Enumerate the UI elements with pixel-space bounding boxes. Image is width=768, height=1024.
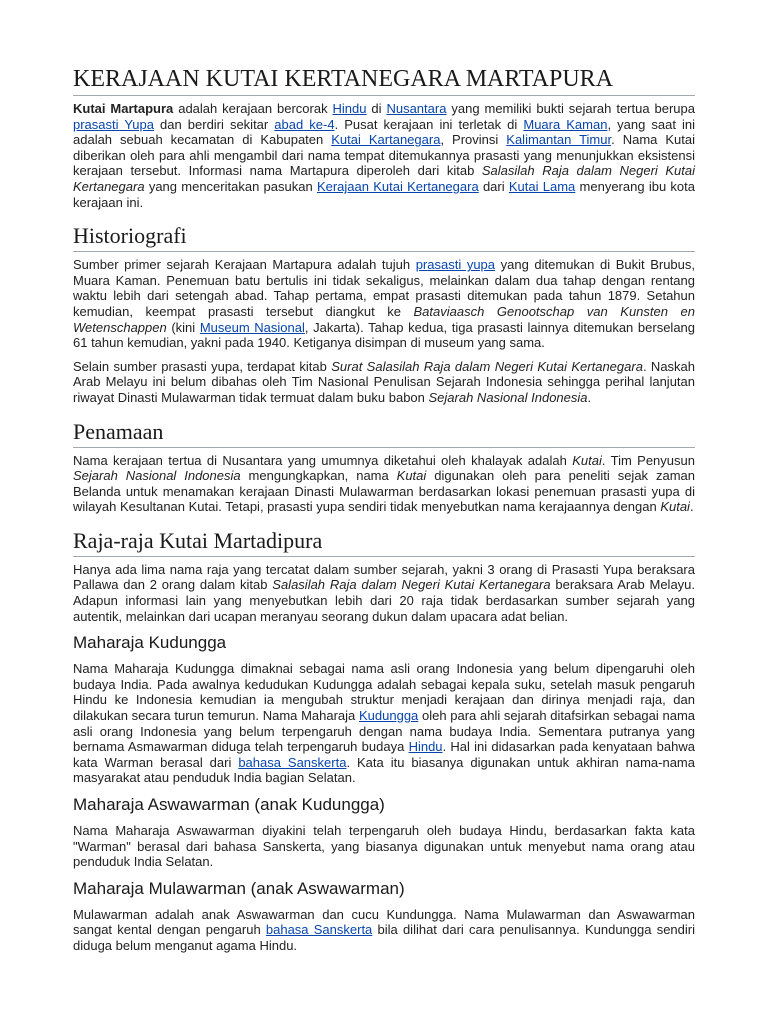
link-nusantara[interactable]: Nusantara <box>386 101 447 116</box>
link-museum-nasional[interactable]: Museum Nasional <box>199 319 305 335</box>
link-hindu-2[interactable]: Hindu <box>408 739 443 755</box>
raja-paragraph: Hanya ada lima nama raja yang tercatat dalam sumber sejarah, yakni 3 orang di Prasasti Yupa beraksara Pallawa dan 2 orang dalam kitab Salasilah Raja dalam Negeri Kutai Kertanegara beraksara Arab Melayu. Adapun informasi lain yang menyebutkan lebih dari 20 raja tidak berdasarkan sumber sejarah yang autentik, melainkan dari ucapan meranyau seorang dukun dalam upacara adat belian. <box>73 561 696 624</box>
subsection-heading-mulawarman: Maharaja Mulawarman (anak Aswawarman) <box>73 878 405 898</box>
link-kalimantan-timur[interactable]: Kalimantan Timur <box>506 132 612 148</box>
section-heading-historiografi: Historiografi <box>73 222 695 252</box>
penamaan-paragraph: Nama kerajaan tertua di Nusantara yang umumnya diketahui oleh khalayak adalah Kutai. Tim Penyusun Sejarah Nasional Indonesia mengungkapkan, nama Kutai digunakan oleh para peneliti sejak zaman Belanda untuk menamakan kerajaan Dinasti Mulawarman berdasarkan lokasi penemuan prasasti yupa di wilayah Kesultanan Kutai. Tetapi, prasasti yupa sendiri tidak menyebutkan nama kerajaannya dengan Kutai. <box>73 452 695 515</box>
section-heading-penamaan: Penamaan <box>73 418 695 448</box>
article-subject: Kutai Martapura <box>73 101 174 116</box>
link-kutai-lama[interactable]: Kutai Lama <box>508 178 576 194</box>
link-kutai-kartanegara[interactable]: Kutai Kartanegara <box>331 132 441 148</box>
link-muara-kaman[interactable]: Muara Kaman <box>523 116 608 132</box>
link-prasasti-yupa-2[interactable]: prasasti yupa <box>415 257 496 273</box>
section-heading-raja-raja: Raja-raja Kutai Martadipura <box>73 527 695 557</box>
subsection-heading-kudungga: Maharaja Kudungga <box>73 633 227 653</box>
mulawarman-paragraph: Mulawarman adalah anak Aswawarman dan cucu Kundungga. Nama Mulawarman dan Aswawarman sangat kental dengan pengaruh bahasa Sanskerta bila dilihat dari cara penulisannya. Kundungga sendiri diduga belum menganut agama Hindu. <box>73 906 695 953</box>
link-bahasa-sanskerta[interactable]: bahasa Sanskerta <box>238 754 347 770</box>
historiografi-paragraph-1: Sumber primer sejarah Kerajaan Martapura adalah tujuh prasasti yupa yang ditemukan di Bukit Brubus, Muara Kaman. Penemuan batu bertulis ini tidak sekaligus, melainkan dalam dua tahap dengan rentang waktu lebih dari setengah abad. Tahap pertama, empat prasasti ditemukan pada tahun 1879. Setahun kemudian, keempat prasasti tersebut diangkut ke Bataviaasch Genootschap van Kunsten en Wetenschappen (kini Museum Nasional, Jakarta). Tahap kedua, tiga prasasti lainnya ditemukan berselang 61 tahun kemudian, yakni pada 1940. Ketiganya disimpan di museum yang sama. <box>73 257 696 351</box>
aswawarman-paragraph: Nama Maharaja Aswawarman diyakini telah terpengaruh oleh budaya Hindu, berdasarkan fakta kata "Warman" berasal dari bahasa Sanskerta, yang biasanya digunakan untuk menyebut nama orang atau penduduk India Selatan. <box>73 823 695 870</box>
subsection-heading-aswawarman: Maharaja Aswawarman (anak Kudungga) <box>73 795 385 814</box>
link-bahasa-sanskerta-2[interactable]: bahasa Sanskerta <box>265 922 373 938</box>
link-kerajaan-kutai-kertanegara[interactable]: Kerajaan Kutai Kertanegara <box>316 178 479 194</box>
link-kudungga[interactable]: Kudungga <box>359 708 419 724</box>
intro-paragraph: Kutai Martapura adalah kerajaan bercorak Hindu di Nusantara yang memiliki bukti sejarah tertua berupa prasasti Yupa dan berdiri sekitar abad ke-4. Pusat kerajaan ini terletak di Muara Kaman, yang saat ini adalah sebuah kecamatan di Kabupaten Kutai Kartanegara, Provinsi Kalimantan Timur. Nama Kutai diberikan oleh para ahli mengambil dari nama tempat ditemukannya prasasti yang menunjukkan eksistensi kerajaan tersebut. Informasi nama Martapura diperoleh dari kitab Salasilah Raja dalam Negeri Kutai Kertanegara yang menceritakan pasukan Kerajaan Kutai Kertanegara dari Kutai Lama menyerang ibu kota kerajaan ini. <box>73 101 695 210</box>
historiografi-paragraph-2: Selain sumber prasasti yupa, terdapat kitab Surat Salasilah Raja dalam Negeri Kutai Kertanegara. Naskah Arab Melayu ini belum dibahas oleh Tim Nasional Penulisan Sejarah Indonesia sehingga perihal lanjutan riwayat Dinasti Mulawarman tidak termuat dalam buku babon Sejarah Nasional Indonesia. <box>73 358 696 405</box>
link-prasasti-yupa[interactable]: prasasti Yupa <box>73 116 154 132</box>
kudungga-paragraph: Nama Maharaja Kudungga dimaknai sebagai nama asli orang Indonesia yang belum dipengaruhi oleh budaya India. Pada awalnya kedudukan Kudungga adalah sebagai kepala suku, setelah masuk pengaruh Hindu ke Indonesia kemudian ia mengubah struktur menjadi kerajaan dan dirinya menjadi raja, dan dilakukan secara turun temurun. Nama Maharaja Kudungga oleh para ahli sejarah ditafsirkan sebagai nama asli orang Indonesia yang belum terpengaruh dengan nama budaya India. Sementara putranya yang bernama Asmawarman diduga telah terpengaruh budaya Hindu. Hal ini didasarkan pada kenyataan bahwa kata Warman berasal dari bahasa Sanskerta. Kata itu biasanya digunakan untuk akhiran nama-nama masyarakat atau penduduk India bagian Selatan. <box>73 661 695 786</box>
link-abad-ke-4[interactable]: abad ke-4 <box>274 116 335 132</box>
link-hindu[interactable]: Hindu <box>332 101 367 116</box>
page-title: KERAJAAN KUTAI KERTANEGARA MARTAPURA <box>73 64 695 96</box>
